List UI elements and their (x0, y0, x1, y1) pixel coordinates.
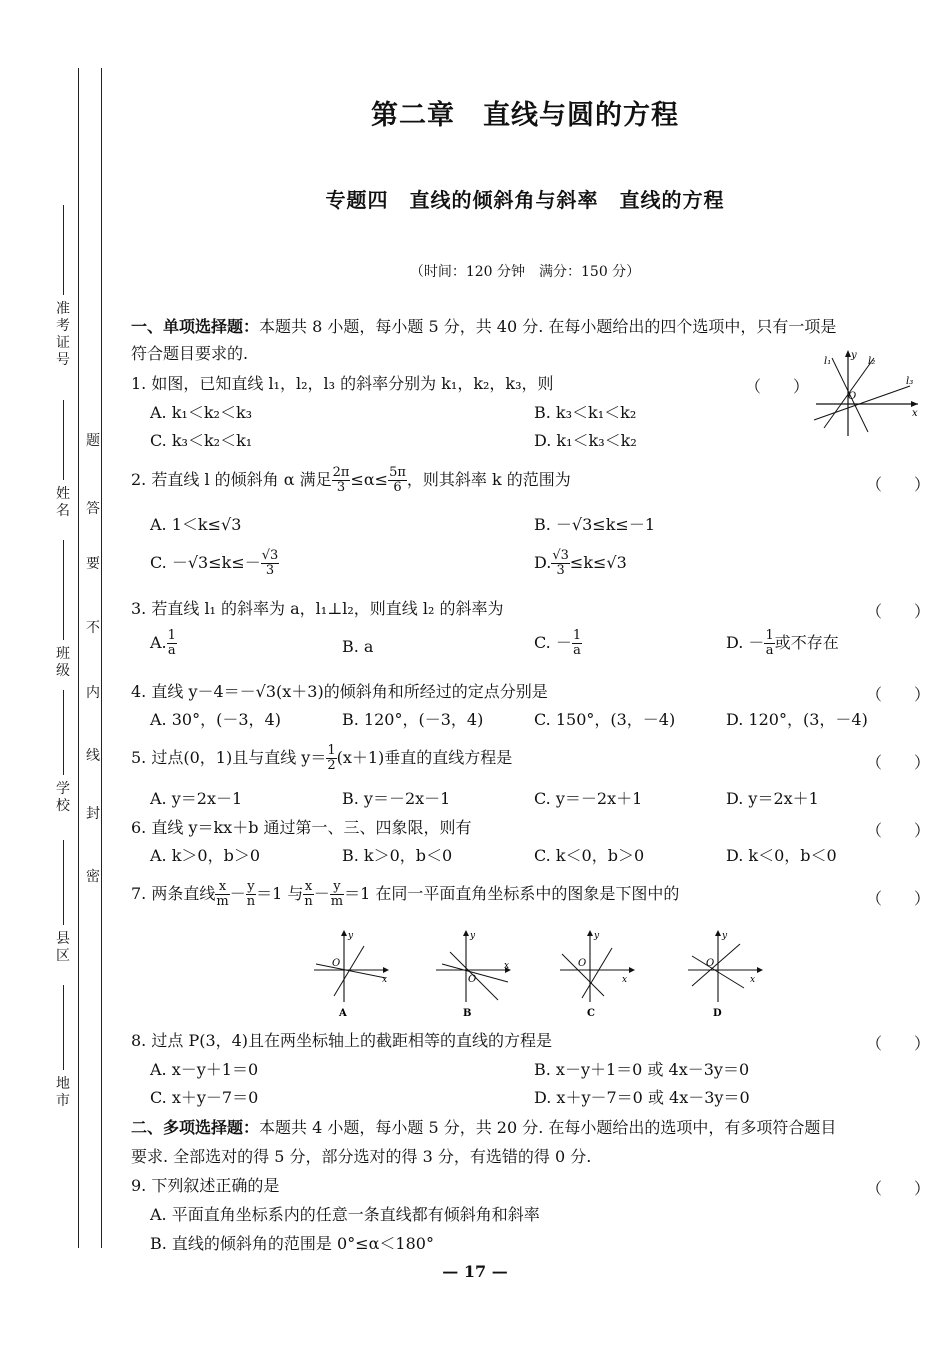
seal-char: 封 (86, 806, 100, 822)
q1-fig-label-y: y (851, 350, 857, 361)
q5-answer-blank: （ ） (866, 753, 931, 772)
q4-option-b: B. 120°，(－3，4) (342, 710, 484, 729)
q7-fig-d-o: O (706, 958, 715, 969)
page-number: — 17 — (442, 1262, 508, 1281)
q3-option-a: A. $\frac{1}{a}$ (150, 628, 176, 658)
q6-option-d: D. k＜0，b＜0 (726, 846, 837, 865)
q6-answer-blank: （ ） (866, 821, 931, 840)
q7-fig-a-o: O (332, 958, 341, 969)
q3-answer-blank: （ ） (866, 602, 931, 621)
seal-char: 题 (86, 433, 100, 449)
q6-option-c: C. k＜0，b＞0 (534, 846, 645, 865)
q7-fig-c-x: x (622, 975, 628, 985)
time-score: （时间：120 分钟 满分：150 分） (409, 264, 641, 280)
q8-option-d: D. x＋y－7＝0 或 4x－3y＝0 (534, 1088, 750, 1107)
q3-stem: 3. 若直线 l₁ 的斜率为 a，l₁⊥l₂，则直线 l₂ 的斜率为 (131, 599, 504, 618)
binding-line-outer (78, 68, 79, 1248)
q4-answer-blank: （ ） (866, 685, 931, 704)
seal-char: 内 (86, 685, 100, 701)
q1-option-d: D. k₁＜k₃＜k₂ (534, 431, 637, 450)
side-field-city: 地市 (54, 985, 72, 1110)
q9-option-a: A. 平面直角坐标系内的任意一条直线都有倾斜角和斜率 (150, 1205, 540, 1224)
q7-fig-c-y: y (594, 931, 600, 941)
q7-answer-blank: （ ） (866, 889, 931, 908)
seal-char: 密 (86, 869, 100, 885)
q7-figure-c (552, 926, 642, 1018)
q3-option-c: C. － $\frac{1}{a}$ (534, 628, 582, 658)
q5-option-d: D. y＝2x＋1 (726, 789, 819, 808)
q6-option-b: B. k＞0，b＜0 (342, 846, 453, 865)
q8-option-a: A. x－y＋1＝0 (150, 1060, 259, 1079)
q9-option-b: B. 直线的倾斜角的范围是 0°≤α＜180° (150, 1234, 434, 1253)
seal-char: 要 (86, 556, 100, 572)
q7-fig-d-x: x (750, 975, 756, 985)
q4-stem: 4. 直线 y－4＝－√3(x＋3)的倾斜角和所经过的定点分别是 (131, 682, 548, 701)
chapter-title: 第二章 直线与圆的方程 (371, 100, 679, 131)
q1-option-a: A. k₁＜k₂＜k₃ (150, 403, 253, 422)
side-field-name: 姓名 (54, 400, 72, 520)
q5-stem: 5. 过点(0，1)且与直线 y＝ $\frac{1}{2}$ (x＋1)垂直的直线方程是 (131, 743, 513, 773)
q7-fig-a-x: x (382, 975, 388, 985)
q8-option-c: C. x＋y－7＝0 (150, 1088, 259, 1107)
q9-answer-blank: （ ） (866, 1179, 931, 1198)
q2-answer-blank: （ ） (866, 475, 931, 494)
q1-fig-label-l3: l₃ (906, 376, 914, 387)
q7-stem: 7. 两条直线 $\frac{x}{m}$ － $\frac{y}{n}$ ＝1 与 $\frac{x}{n}$ － $\frac{y}{m}$ ＝1 在同一平面直角坐标系中的图象是下图中的 (131, 879, 680, 909)
seal-char: 答 (86, 501, 100, 517)
q6-option-a: A. k＞0，b＞0 (150, 846, 261, 865)
q1-option-b: B. k₃＜k₁＜k₂ (534, 403, 637, 422)
q7-figure-d (680, 926, 770, 1018)
q2-option-a: A. 1＜k≤√3 (150, 515, 242, 534)
q7-fig-c-o: O (578, 958, 587, 969)
binding-line-inner (101, 68, 102, 1248)
seal-char: 线 (86, 748, 100, 764)
q9-stem: 9. 下列叙述正确的是 (131, 1176, 280, 1195)
q1-fig-label-o: O (848, 391, 857, 402)
q7-fig-b-label: B (463, 1008, 472, 1018)
q1-answer-blank: （ ） (745, 377, 810, 396)
q1-fig-label-l1: l₁ (824, 356, 832, 367)
q4-option-c: C. 150°，(3，－4) (534, 710, 676, 729)
side-field-exam-number: 准考证号 (54, 205, 72, 369)
q2-option-b: B. －√3≤k≤－1 (534, 515, 655, 534)
q1-option-c: C. k₃＜k₂＜k₁ (150, 431, 253, 450)
q8-answer-blank: （ ） (866, 1034, 931, 1053)
q7-figure-a (306, 926, 396, 1018)
q1-stem: 1. 如图，已知直线 l₁，l₂，l₃ 的斜率分别为 k₁，k₂，k₃，则 (131, 374, 554, 393)
q6-stem: 6. 直线 y＝kx＋b 通过第一、三、四象限，则有 (131, 818, 472, 837)
q7-fig-b-x: x (504, 961, 510, 971)
topic-title: 专题四 直线的倾斜角与斜率 直线的方程 (325, 188, 725, 212)
q5-option-c: C. y＝－2x＋1 (534, 789, 643, 808)
q1-fig-label-l2: l₂ (868, 356, 876, 367)
side-field-school: 学校 (54, 690, 72, 815)
q2-stem: 2. 若直线 l 的倾斜角 α 满足 $\frac{2\pi}{3}$ ≤α≤ $\frac{5\pi}{6}$ ，则其斜率 k 的范围为 (131, 465, 571, 495)
q8-option-b: B. x－y＋1＝0 或 4x－3y＝0 (534, 1060, 750, 1079)
q7-fig-d-label: D (713, 1008, 722, 1018)
q7-figure-b (428, 926, 518, 1018)
side-field-county: 县区 (54, 840, 72, 965)
q5-option-b: B. y＝－2x－1 (342, 789, 451, 808)
q4-option-a: A. 30°，(－3，4) (150, 710, 281, 729)
q1-figure (810, 346, 922, 438)
q7-fig-d-y: y (722, 931, 728, 941)
side-field-class: 班级 (54, 540, 72, 680)
q3-option-b: B. a (342, 637, 374, 656)
q4-option-d: D. 120°，(3，－4) (726, 710, 868, 729)
q5-option-a: A. y＝2x－1 (150, 789, 243, 808)
section1-desc-line2: 符合题目要求的. (131, 344, 249, 363)
section1-desc: 一、单项选择题：本题共 8 小题，每小题 5 分，共 40 分. 在每小题给出的四个选项中，只有一项是 (131, 317, 837, 336)
q7-fig-a-label: A (339, 1008, 347, 1018)
q3-option-d: D. － $\frac{1}{a}$ 或不存在 (726, 628, 839, 658)
section2-desc-line2: 要求. 全部选对的得 5 分，部分选对的得 3 分，有选错的得 0 分. (131, 1147, 592, 1166)
q7-fig-a-y: y (348, 931, 354, 941)
seal-char: 不 (86, 620, 100, 636)
q7-fig-b-o: O (468, 974, 477, 985)
q7-fig-c-label: C (587, 1008, 595, 1018)
q2-option-d: D. $\frac{√3}{3}$ ≤k≤√3 (534, 548, 627, 578)
q2-option-c: C. －√3≤k≤－ $\frac{√3}{3}$ (150, 548, 279, 578)
q8-stem: 8. 过点 P(3，4)且在两坐标轴上的截距相等的直线的方程是 (131, 1031, 553, 1050)
q1-fig-label-x: x (912, 408, 918, 419)
section2-desc: 二、多项选择题：本题共 4 小题，每小题 5 分，共 20 分. 在每小题给出的选项中，有多项符合题目 (131, 1118, 837, 1137)
q7-fig-b-y: y (470, 931, 476, 941)
